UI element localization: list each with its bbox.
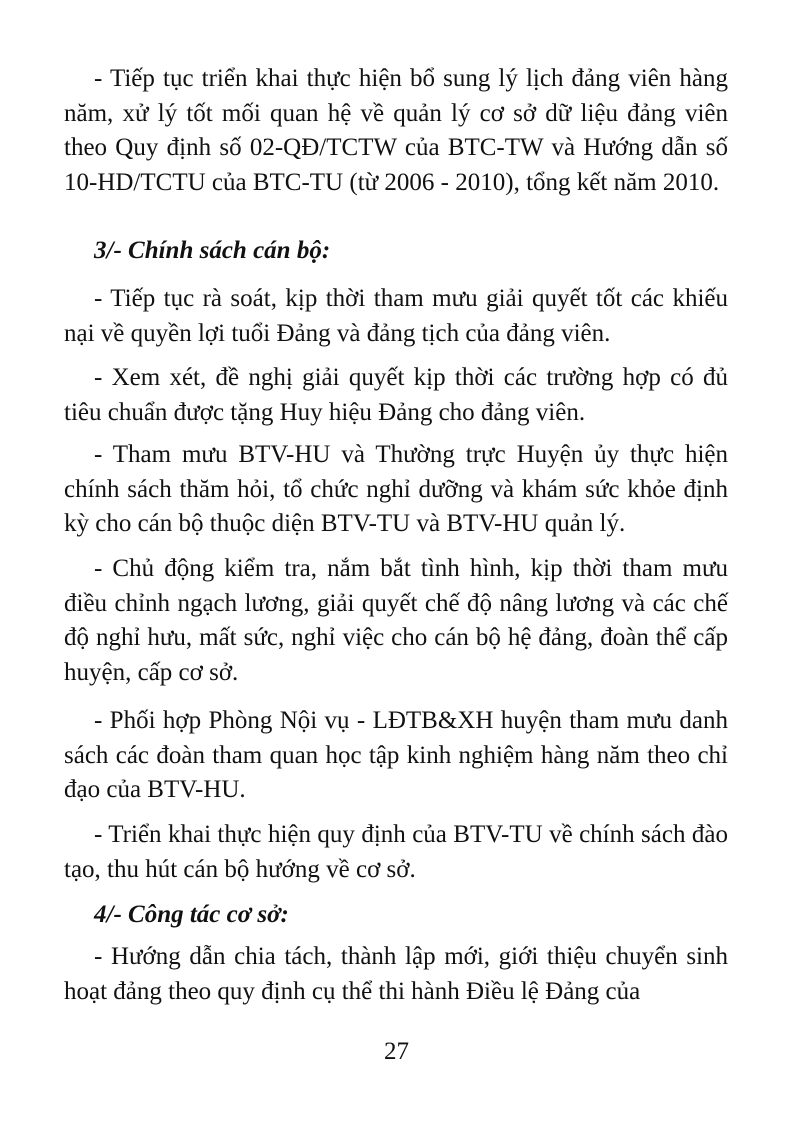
paragraph-study-tours: - Phối hợp Phòng Nội vụ - LĐTB&XH huyện tham mưu danh sách các đoàn tham quan học tập kinh nghiệm hàng năm theo chỉ đạo của BTV-HU. <box>64 707 728 804</box>
paragraph-complaints-review: - Tiếp tục rà soát, kịp thời tham mưu giải quyết tốt các khiếu nại về quyền lợi tuổi Đảng và đảng tịch của đảng viên. <box>64 285 728 347</box>
paragraph-party-transfer: - Hướng dẫn chia tách, thành lập mới, giới thiệu chuyển sinh hoạt đảng theo quy định cụ thể thi hành Điều lệ Đảng của <box>64 943 728 1005</box>
page-number: 27 <box>384 1038 409 1065</box>
section-heading-grassroots: 4/- Công tác cơ sở: <box>94 901 289 928</box>
paragraph-party-badge: - Xem xét, đề nghị giải quyết kịp thời các trường hợp có đủ tiêu chuẩn được tặng Huy hiệu Đảng cho đảng viên. <box>64 364 728 426</box>
section-heading-cadre-policy: 3/- Chính sách cán bộ: <box>94 237 331 264</box>
paragraph-training-policy: - Triển khai thực hiện quy định của BTV-TU về chính sách đào tạo, thu hút cán bộ hướng về cơ sở. <box>64 821 728 883</box>
paragraph-health-policy: - Tham mưu BTV-HU và Thường trực Huyện ủy thực hiện chính sách thăm hỏi, tổ chức nghỉ dưỡng và khám sức khỏe định kỳ cho cán bộ thuộc diện BTV-TU và BTV-HU quản lý. <box>64 441 728 538</box>
paragraph-salary-regime: - Chủ động kiểm tra, nắm bắt tình hình, kịp thời tham mưu điều chỉnh ngạch lương, giải quyết chế độ nâng lương và các chế độ nghỉ hưu, mất sức, nghỉ việc cho cán bộ hệ đảng, đoàn thể cấp huyện, cấp cơ sở. <box>64 555 728 686</box>
paragraph-party-records: - Tiếp tục triển khai thực hiện bổ sung lý lịch đảng viên hàng năm, xử lý tốt mối quan hệ về quản lý cơ sở dữ liệu đảng viên theo Quy định số 02-QĐ/TCTW của BTC-TW và Hướng dẫn số 10-HD/TCTU của BTC-TU (từ 2006 - 2010), tổng kết năm 2010. <box>64 65 728 196</box>
